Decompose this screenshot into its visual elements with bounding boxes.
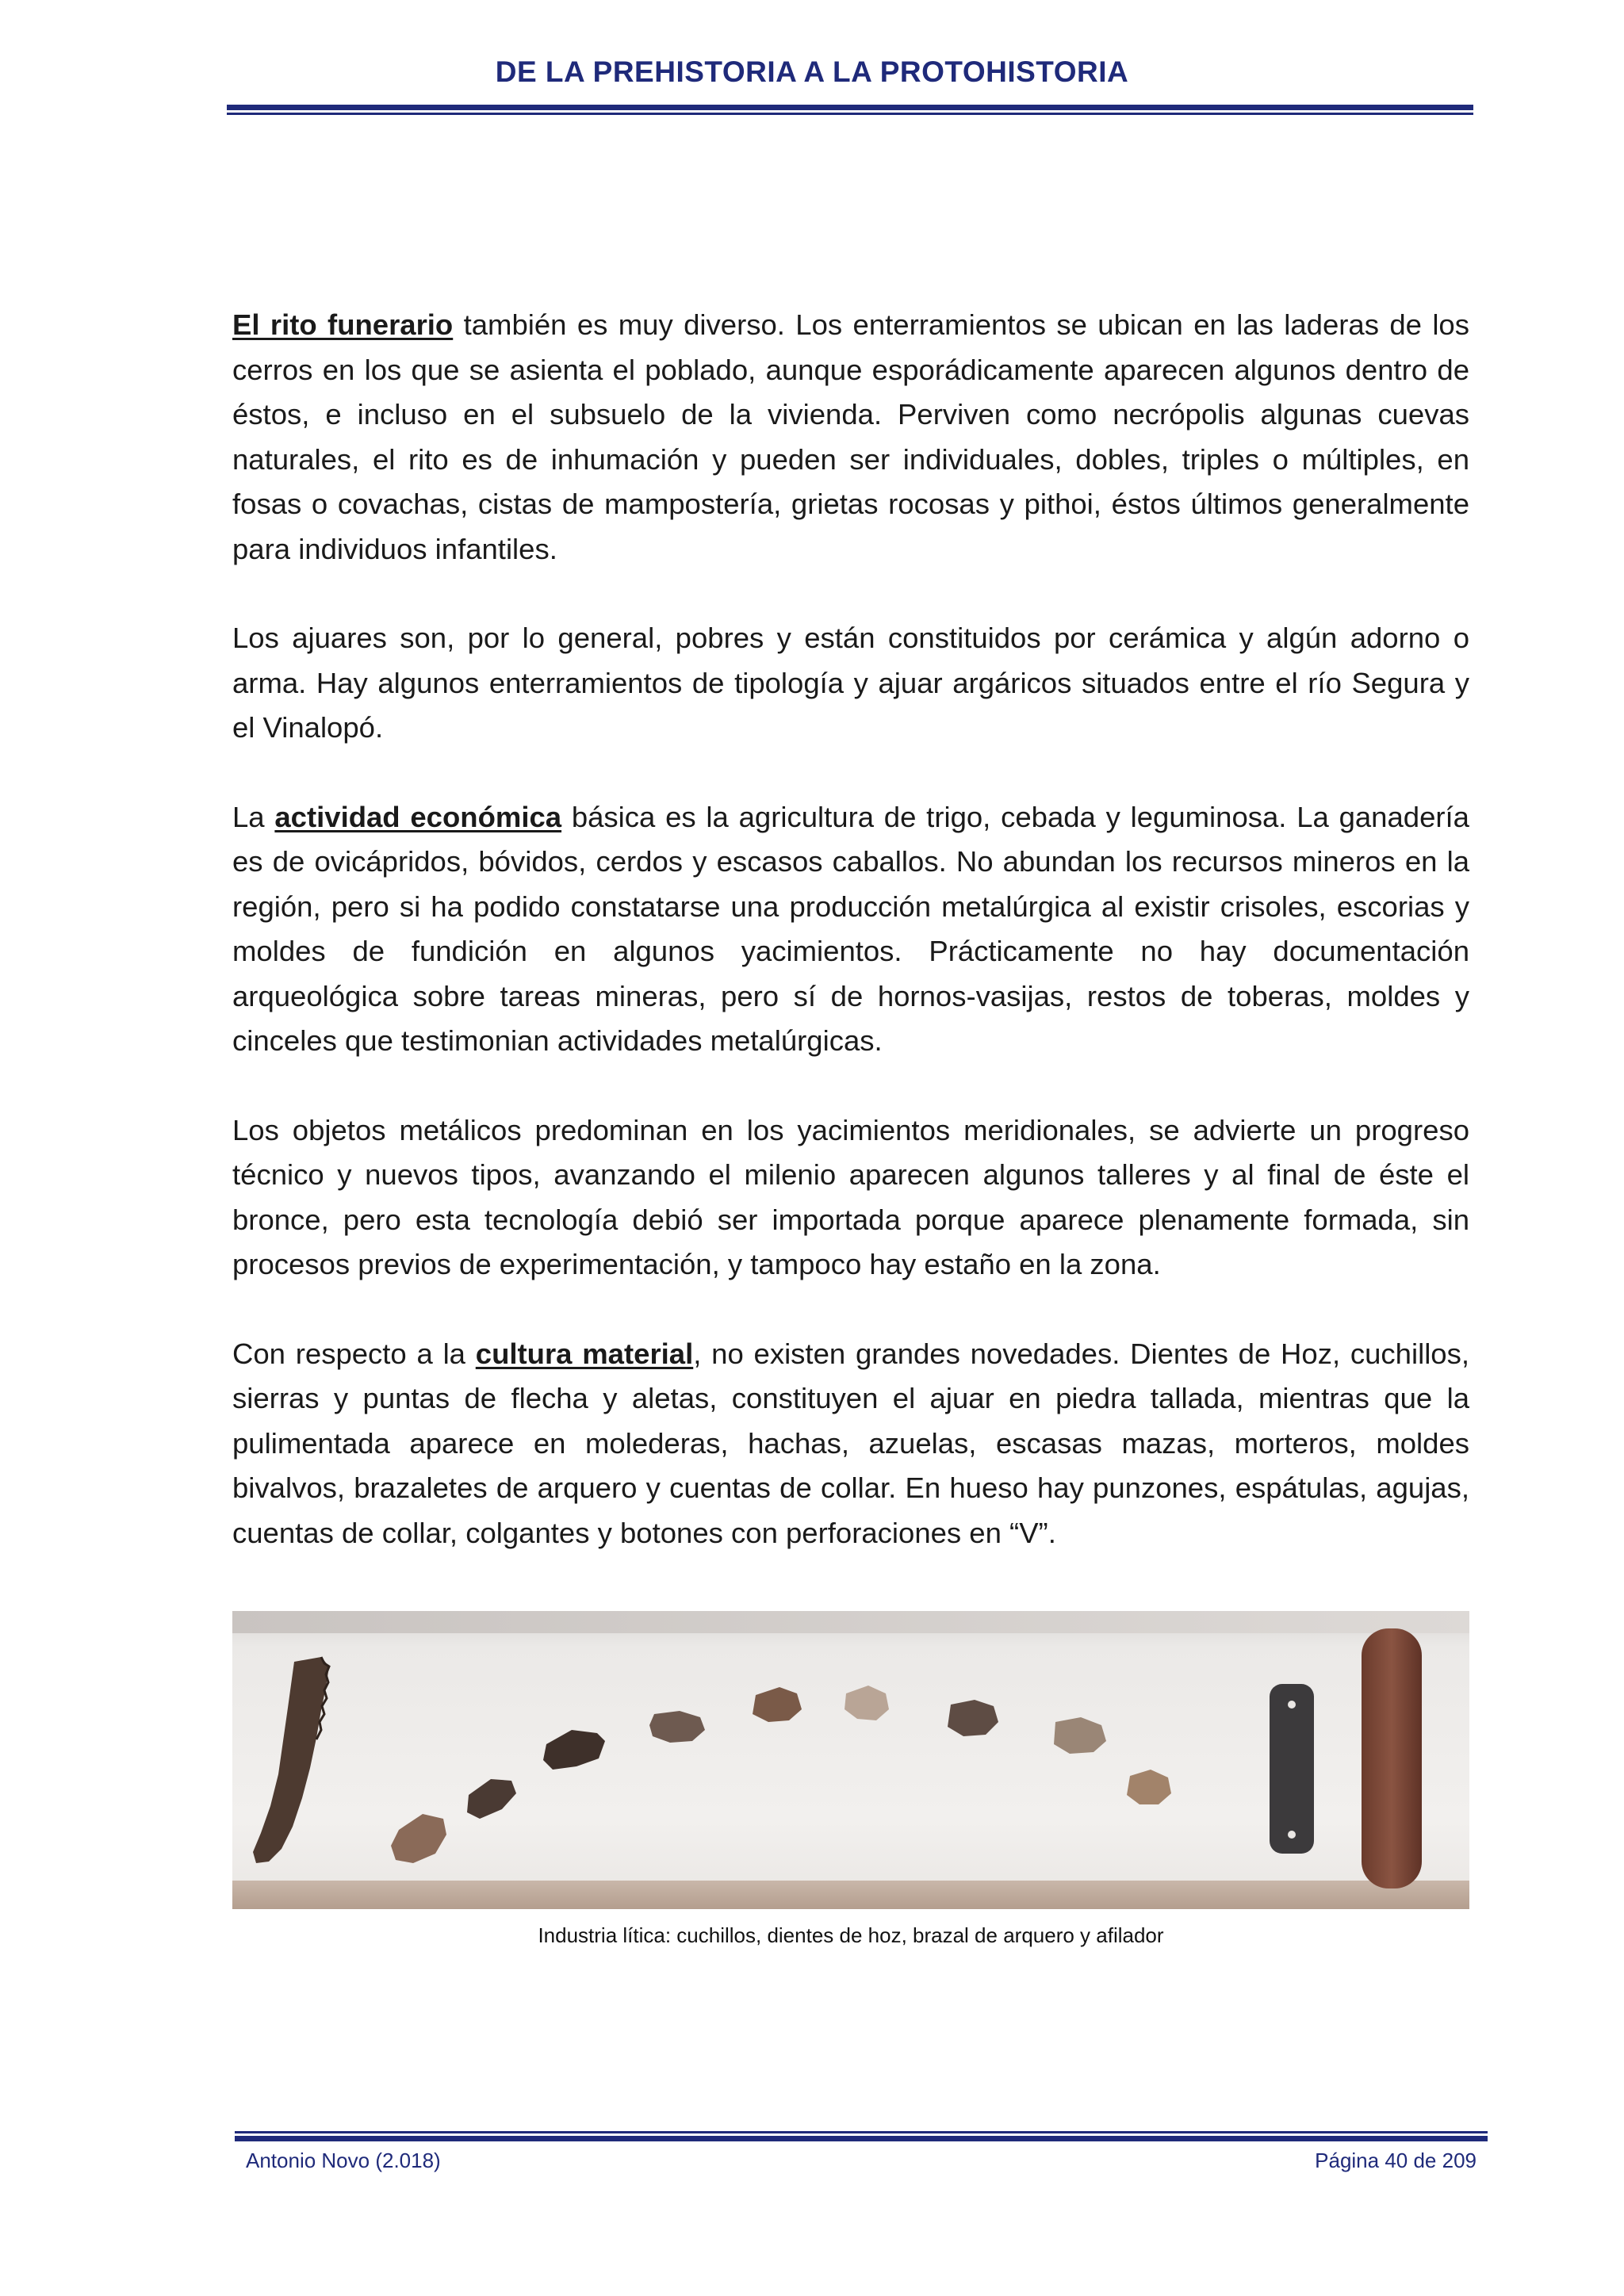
bracer-hole-bottom: [1288, 1831, 1296, 1839]
paragraph-funeral-rite: [232, 303, 1469, 572]
footer-rule: [235, 2131, 1488, 2142]
footer-rule-thin: [235, 2131, 1488, 2133]
bracer-hole-top: [1288, 1701, 1296, 1709]
paragraph-economic-activity: [232, 795, 1469, 1064]
paragraph-text: también es muy diverso. Los enterramientos se ubican en las laderas de los cerros en los que se asienta el poblado, aunque esporádicamente aparecen algunos dentro de éstos, e incluso en el subsuelo de la vivienda. Perviven como necrópolis algunas cuevas naturales, el rito es de inhumación y pueden ser individuales, dobles, triples o múltiples, en fosas o covachas, cistas de mampostería, grietas rocosas y pithoi, éstos últimos generalmente para individuos infantiles.: [232, 308, 1469, 565]
archer-bracer: [1270, 1684, 1314, 1854]
paragraph-text: La: [232, 800, 275, 833]
footer-author: Antonio Novo (2.018): [246, 2149, 441, 2172]
figure-caption: Industria lítica: cuchillos, dientes de hoz, brazal de arquero y afilador: [538, 1923, 1164, 1947]
photo-top-band: [232, 1611, 1469, 1633]
paragraph-text: básica es la agricultura de trigo, cebada y leguminosa. La ganadería es de ovicápridos, bóvidos, cerdos y escasos caballos. No abundan los recursos mineros en la región, pero si ha podido constatarse una producción metalúrgica al existir crisoles, escorias y moldes de fundición en algunos yacimientos. Prácticamente no hay documentación arqueológica sobre tareas mineras, pero sí de hornos-vasijas, restos de toberas, moldes y cinceles que testimonian actividades metalúrgicas.: [232, 800, 1469, 1057]
term-economic-activity: actividad económica: [274, 800, 562, 833]
paragraph-text: , no existen grandes novedades. Dientes de Hoz, cuchillos, sierras y puntas de flecha y aletas, constituyen el ajuar en piedra tallada, mientras que la pulimentada aparece en molederas, hachas, azuelas, escasas mazas, morteros, moldes bivalvos, brazaletes de arquero y cuentas de collar. En hueso hay punzones, espátulas, agujas, cuentas de collar, colgantes y botones con perforaciones en “V”.: [232, 1337, 1469, 1549]
footer-page-number: Página 40 de 209: [1315, 2149, 1477, 2172]
paragraph-grave-goods: Los ajuares son, por lo general, pobres y están constituidos por cerámica y algún adorno o arma. Hay algunos enterramientos de tipología y ajuar argáricos situados entre el río Segura y el Vinalopó.: [232, 622, 1469, 744]
paragraph-text: Con respecto a la: [232, 1337, 476, 1370]
header-rule: [227, 105, 1473, 116]
term-material-culture: cultura material: [475, 1337, 694, 1370]
paragraph-metal-objects: Los objetos metálicos predominan en los yacimientos meridionales, se advierte un progreso técnico y nuevos tipos, avanzando el milenio aparecen algunos talleres y al final de éste el bronce, pero esta tecnología debió ser importada porque aparece plenamente formada, sin procesos previos de experimentación, y tampoco hay estaño en la zona.: [232, 1113, 1469, 1280]
term-funeral-rite: El rito funerario: [232, 308, 454, 341]
header-rule-thick: [227, 105, 1473, 110]
paragraph-material-culture: [232, 1332, 1469, 1556]
lithic-industry-photo: [232, 1611, 1469, 1909]
body-text: [232, 303, 1469, 1556]
footer-rule-thick: [235, 2136, 1488, 2141]
whetstone: [1362, 1628, 1422, 1888]
running-header-title: DE LA PREHISTORIA A LA PROTOHISTORIA: [495, 55, 1129, 88]
header-rule-thin: [227, 113, 1473, 115]
photo-floor: [232, 1881, 1469, 1909]
